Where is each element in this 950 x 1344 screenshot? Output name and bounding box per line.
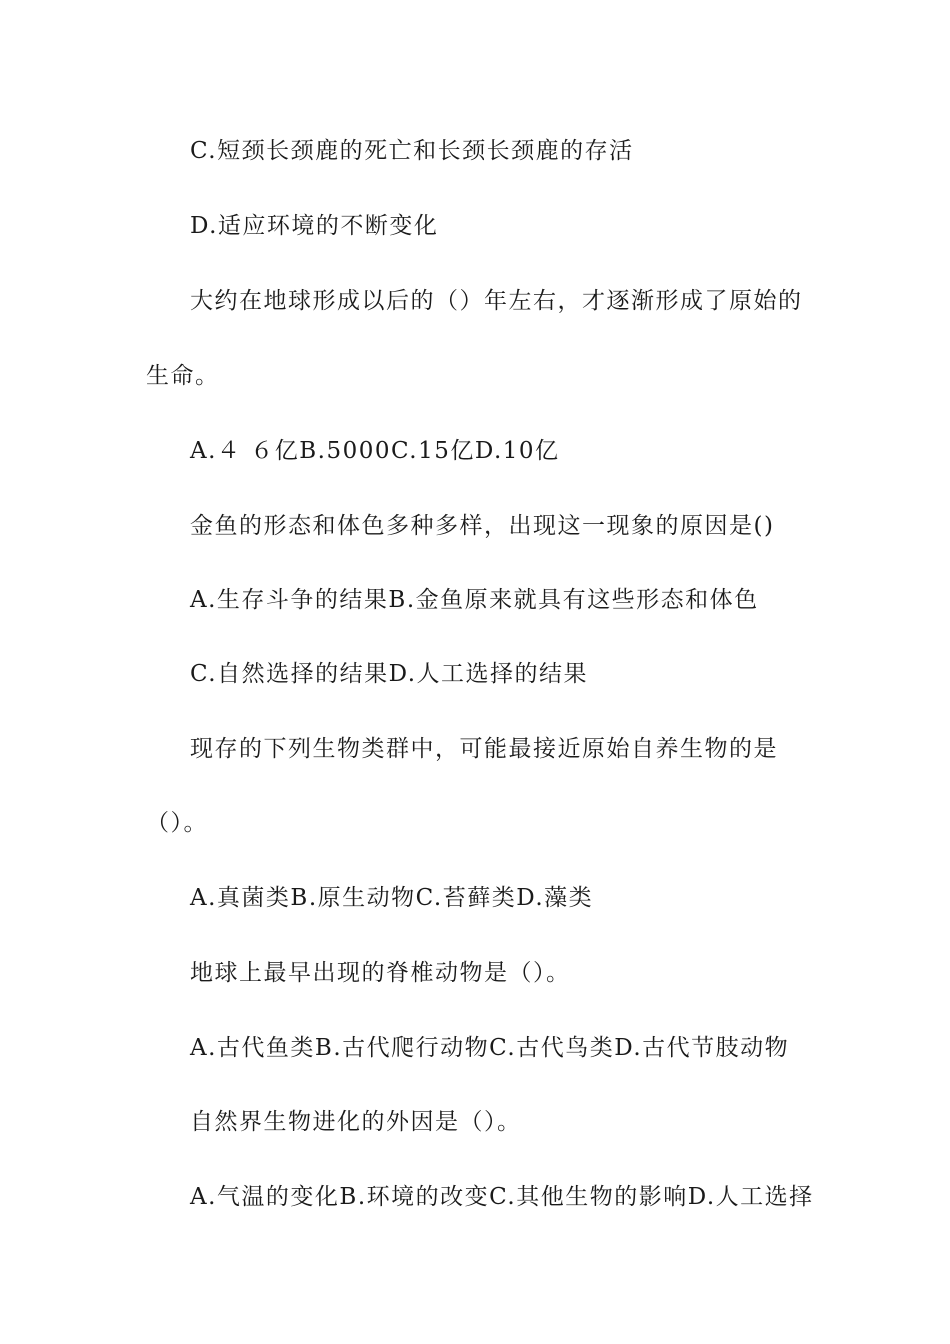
question-goldfish: 金鱼的形态和体色多种多样，出现这一现象的原因是() [190, 513, 775, 539]
options-goldfish-ab: A.生存斗争的结果B.金鱼原来就具有这些形态和体色 [190, 587, 759, 613]
option-line-d-adaptation: D.适应环境的不断变化 [190, 213, 439, 239]
option-line-c-giraffe: C.短颈长颈鹿的死亡和长颈长颈鹿的存活 [190, 138, 634, 164]
question-origin-of-life-continued: 生命。 [146, 363, 220, 389]
options-vertebrate: A.古代鱼类B.古代爬行动物C.古代鸟类D.古代节肢动物 [190, 1035, 790, 1061]
options-goldfish-cd: C.自然选择的结果D.人工选择的结果 [190, 661, 589, 687]
question-origin-of-life: 大约在地球形成以后的（）年左右，才逐渐形成了原始的 [190, 288, 803, 314]
question-vertebrate: 地球上最早出现的脊椎动物是（）。 [190, 960, 571, 986]
question-autotroph: 现存的下列生物类群中，可能最接近原始自养生物的是 [190, 736, 778, 762]
question-external-cause: 自然界生物进化的外因是（）。 [190, 1109, 522, 1135]
options-external-cause: A.气温的变化B.环境的改变C.其他生物的影响D.人工选择 [190, 1184, 814, 1210]
options-origin-of-life: A.４ ６亿B.5000C.15亿D.10亿 [190, 438, 560, 464]
question-autotroph-continued: （）。 [146, 810, 208, 836]
options-autotroph: A.真菌类B.原生动物C.苔藓类D.藻类 [190, 885, 594, 911]
